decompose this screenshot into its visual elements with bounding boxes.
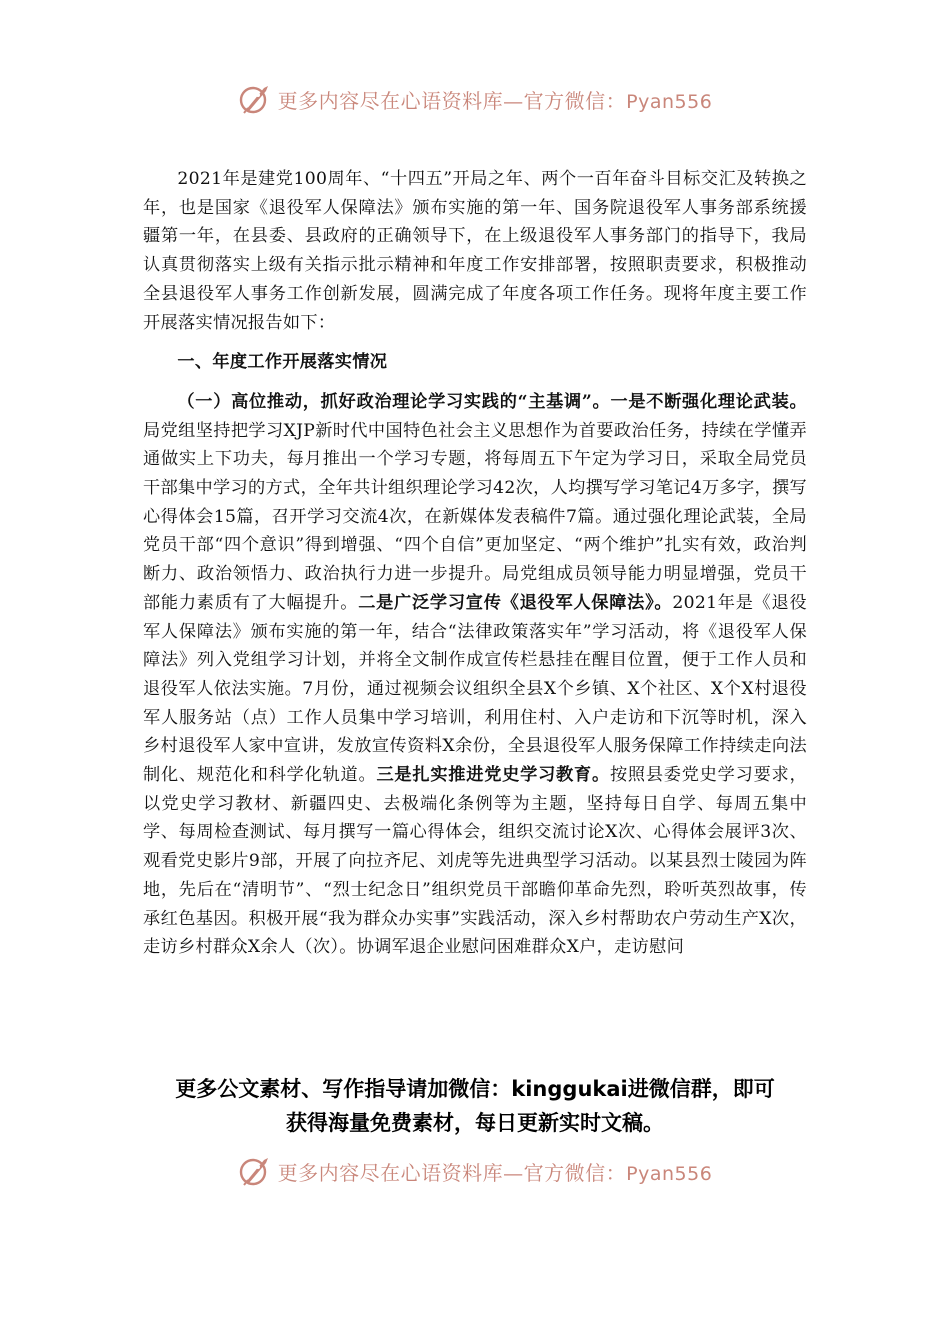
point3-title: 三是扎实推进党史学习教育。: [376, 765, 610, 786]
intro-paragraph: 2021年是建党100周年、“十四五”开局之年、两个一百年奋斗目标交汇及转换之年，也是国家《退役军人保障法》颁布实施的第一年、国务院退役军人事务部系统援疆第一年，在县委、县政府的正确领导下，在上级退役军人事务部门的指导下，我局认真贯彻落实上级有关指示批示精神和年度工作安排部署，按照职责要求，积极推动全县退役军人事务工作创新发展，圆满完成了年度各项工作任务。现将年度主要工作开展落实情况报告如下：: [143, 169, 807, 333]
document-body: [143, 165, 807, 962]
section-heading: 一、年度工作开展落实情况: [177, 352, 388, 373]
promo-line-2: 获得海量免费素材，每日更新实时文稿。: [286, 1111, 664, 1135]
point3-text: 按照县委党史学习要求，以党史学习教材、新疆四史、去极端化条例等为主题，坚持每日自学、每周五集中学、每周检查测试、每月撰写一篇心得体会，组织交流讨论X次、心得体会展评3次、观看党史影片9部，开展了向拉齐尼、刘虎等先进典型学习活动。以某县烈士陵园为阵地，先后在“清明节”、“烈士纪念日”组织党员干部瞻仰革命先烈，聆听英烈故事，传承红色基因。积极开展“我为群众办实事”实践活动，深入乡村帮助农户劳动生产X次，走访乡村群众X余人（次）。协调军退企业慰问困难群众X户，走访慰问: [143, 765, 808, 958]
point1-text: 局党组坚持把学习XJP新时代中国特色社会主义思想作为首要政治任务，持续在学懂弄通做实上下功夫，每月推出一个学习专题，将每周五下午定为学习日，采取全局党员干部集中学习的方式，全年共计组织理论学习42次，人均撰写学习笔记4万多字，撰写心得体会15篇，召开学习交流4次，在新媒体发表稿件7篇。通过强化理论武装，全局党员干部“四个意识”得到增强、“四个自信”更加坚定、“两个维护”扎实有效，政治判断力、政治领悟力、政治执行力进一步提升。局党组成员领导能力明显增强，党员干部能力素质有了大幅提升。: [143, 420, 807, 613]
point1-title: 一是不断强化理论武装。: [610, 391, 807, 412]
section1-paragraph: [143, 388, 807, 962]
section1-title: （一）高位推动，抓好政治理论学习实践的“主基调”。: [177, 391, 611, 412]
watermark-wechat-id: Pyan556: [626, 1162, 713, 1185]
watermark-text: 更多内容尽在心语资料库—官方微信：Pyan556: [277, 1160, 713, 1185]
promo-notice: [120, 1072, 830, 1140]
watermark-wechat-id: Pyan556: [626, 90, 713, 113]
point2-text: 2021年是《退役军人保障法》颁布实施的第一年，结合“法律政策落实年”学习活动，将《退役军人保障法》列入党组学习计划，并将全文制作成宣传栏悬挂在醒目位置，便于工作人员和退役军人依法实施。7月份，通过视频会议组织全县X个乡镇、X个社区、X个X村退役军人服务站（点）工作人员集中学习培训，利用住村、入户走访和下沉等时机，深入乡村退役军人家中宣讲，发放宣传资料X余份，全县退役军人服务保障工作持续走向法制化、规范化和科学化轨道。: [143, 592, 807, 786]
watermark-text: 更多内容尽在心语资料库—官方微信：Pyan556: [277, 88, 713, 113]
quill-pen-logo-icon: [238, 1154, 272, 1188]
point2-title: 二是广泛学习宣传《退役军人保障法》。: [358, 592, 673, 613]
promo-line-1: 更多公文素材、写作指导请加微信：kinggukai进微信群，即可: [175, 1077, 775, 1101]
header-watermark: [0, 82, 950, 116]
quill-pen-logo-icon: [238, 82, 272, 116]
footer-watermark: [0, 1154, 950, 1188]
